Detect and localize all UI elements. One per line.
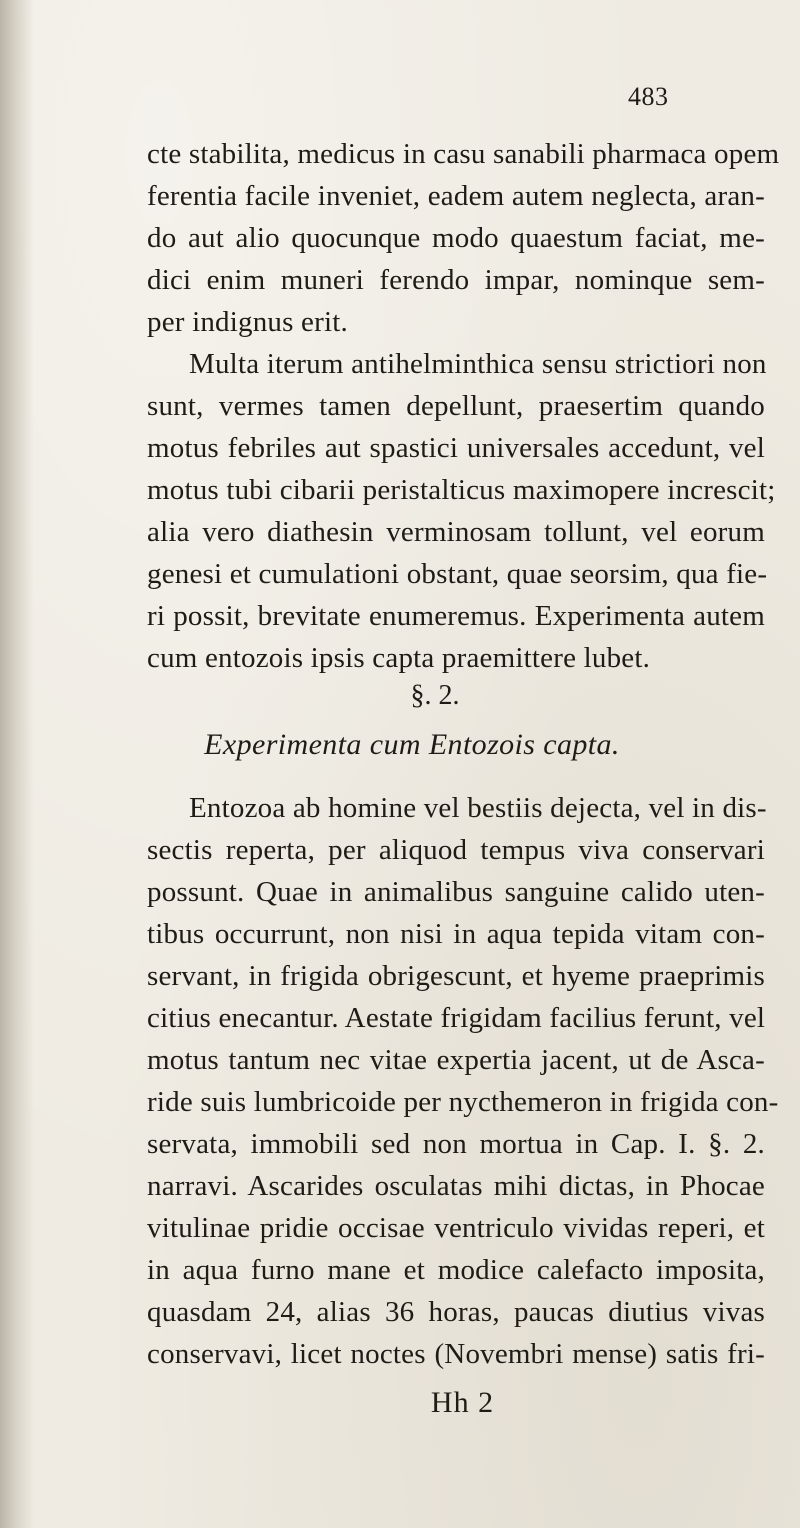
text-line: sunt, vermes tamen depellunt, praesertim quando <box>147 390 765 422</box>
text-line: ferentia facile inveniet, eadem autem neglecta, aran- <box>147 180 765 212</box>
text-line: cum entozois ipsis capta praemittere lubet. <box>147 642 651 674</box>
text-line: possunt. Quae in animalibus sanguine calido uten- <box>147 876 765 908</box>
printer-signature-mark: Hh 2 <box>430 1386 495 1419</box>
text-line: genesi et cumulationi obstant, quae seorsim, qua fie- <box>147 558 768 590</box>
text-line: alia vero diathesin verminosam tollunt, vel eorum <box>147 516 765 548</box>
text-line: dici enim muneri ferendo impar, nominque sem- <box>147 264 765 296</box>
text-line: vitulinae pridie occisae ventriculo vividas reperi, et <box>147 1212 765 1244</box>
text-line: narravi. Ascarides osculatas mihi dictas, in Phocae <box>147 1170 765 1202</box>
text-line: cte stabilita, medicus in casu sanabili pharmaca opem <box>147 138 780 170</box>
text-line: ri possit, brevitate enumeremus. Experimenta autem <box>147 600 765 632</box>
text-line: servata, immobili sed non mortua in Cap. I. §. 2. <box>147 1128 765 1160</box>
text-line: conservavi, licet noctes (Novembri mense) satis fri- <box>147 1338 765 1370</box>
text-line: motus febriles aut spastici universales accedunt, vel <box>147 432 765 464</box>
text-line: motus tantum nec vitae expertia jacent, ut de Asca- <box>147 1044 765 1076</box>
text-line: sectis reperta, per aliquod tempus viva conservari <box>147 834 765 866</box>
text-line: in aqua furno mane et modice calefacto imposita, <box>147 1254 765 1286</box>
text-line: motus tubi cibarii peristalticus maximopere increscit; <box>147 474 776 506</box>
page-number: 483 <box>628 82 669 111</box>
text-line: servant, in frigida obrigescunt, et hyeme praeprimis <box>147 960 765 992</box>
text-line: citius enecantur. Aestate frigidam facilius ferunt, vel <box>147 1002 766 1034</box>
section-number: §. 2. <box>410 680 460 711</box>
text-line: do aut alio quocunque modo quaestum faciat, me- <box>147 222 765 254</box>
text-line: tibus occurrunt, non nisi in aqua tepida vitam con- <box>147 918 765 950</box>
text-line: per indignus erit. <box>147 306 348 338</box>
text-line: Multa iterum antihelminthica sensu strictiori non <box>189 348 767 380</box>
text-line: Entozoa ab homine vel bestiis dejecta, vel in dis- <box>189 792 767 824</box>
text-line: ride suis lumbricoide per nycthemeron in frigida con- <box>147 1086 779 1118</box>
text-line: quasdam 24, alias 36 horas, paucas diutius vivas <box>147 1296 765 1328</box>
section-title: Experimenta cum Entozois capta. <box>204 728 620 761</box>
